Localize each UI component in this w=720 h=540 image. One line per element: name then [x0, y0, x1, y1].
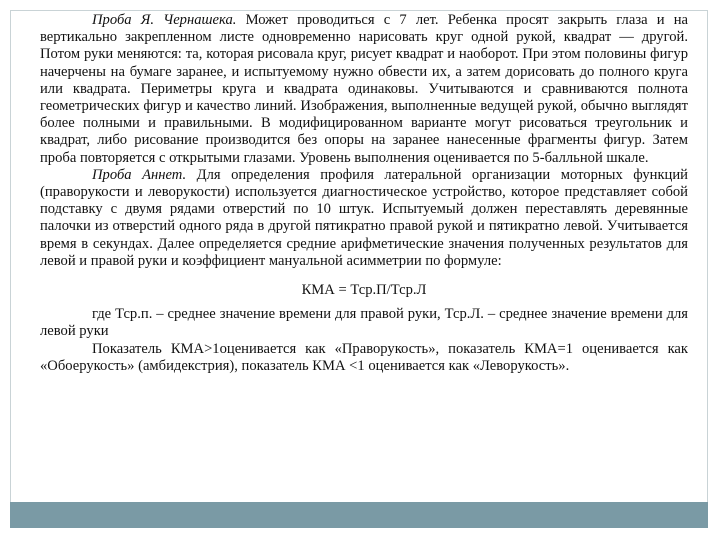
document-body	[40, 12, 688, 375]
paragraph-title: Проба Я. Чернашека.	[92, 12, 237, 28]
paragraph-annet	[40, 167, 688, 270]
indicator-interpretation: Показатель КМА>1оценивается как «Праворукость», показатель КМА=1 оценивается как «Обоерукость» (амбидекстрия), показатель КМА <1 оценивается как «Леворукость».	[40, 340, 688, 374]
slide-footer-bar	[10, 502, 708, 528]
paragraph-text: Может проводиться с 7 лет. Ребенка просят закрыть глаза и на вертикально закрепленном листе одновременно нарисовать круг одной рукой, квадрат — другой. Потом руки меняются: та, которая рисовала круг, рисует квадрат и наоборот. При этом половины фигур начерчены на бумаге заранее, и испытуемому нужно обвести их, а затем дорисовать до полного круга или квадрата. Периметры круга и квадрата одинаковы. Учитываются и сравниваются полнота геометрических фигур и качество линий. Изображения, выполненные ведущей рукой, обычно выглядят более полными и правильными. В модифицированном варианте могут рисоваться треугольник и квадрат, либо рисование производится без опоры на заранее нанесенные фрагменты фигур. Затем проба повторяется с открытыми глазами. Уровень выполнения оценивается по 5-балльной шкале.	[40, 12, 688, 166]
paragraph-chernashek	[40, 12, 688, 167]
formula-explanation: где Тср.п. – среднее значение времени для правой руки, Тср.Л. – среднее значение времени для левой руки	[40, 306, 688, 340]
paragraph-title: Проба Аннет.	[92, 166, 187, 183]
formula: КМА = Тср.П/Тср.Л	[301, 282, 427, 299]
paragraph-text: Для определения профиля латеральной организации моторных функций (праворукости и леворукости) используется диагностическое устройство, которое представляет собой подставку с двумя рядами отверстий по 10 штук. Испытуемый должен переставлять деревянные палочки из отверстий одного ряда в другой пятикратно правой рукой и пятикратно левой. Учитывается время в секундах. Далее определяется средние арифметические значения полученных результатов для левой и правой руки и коэффициент мануальной асимметрии по формуле:	[40, 166, 688, 269]
